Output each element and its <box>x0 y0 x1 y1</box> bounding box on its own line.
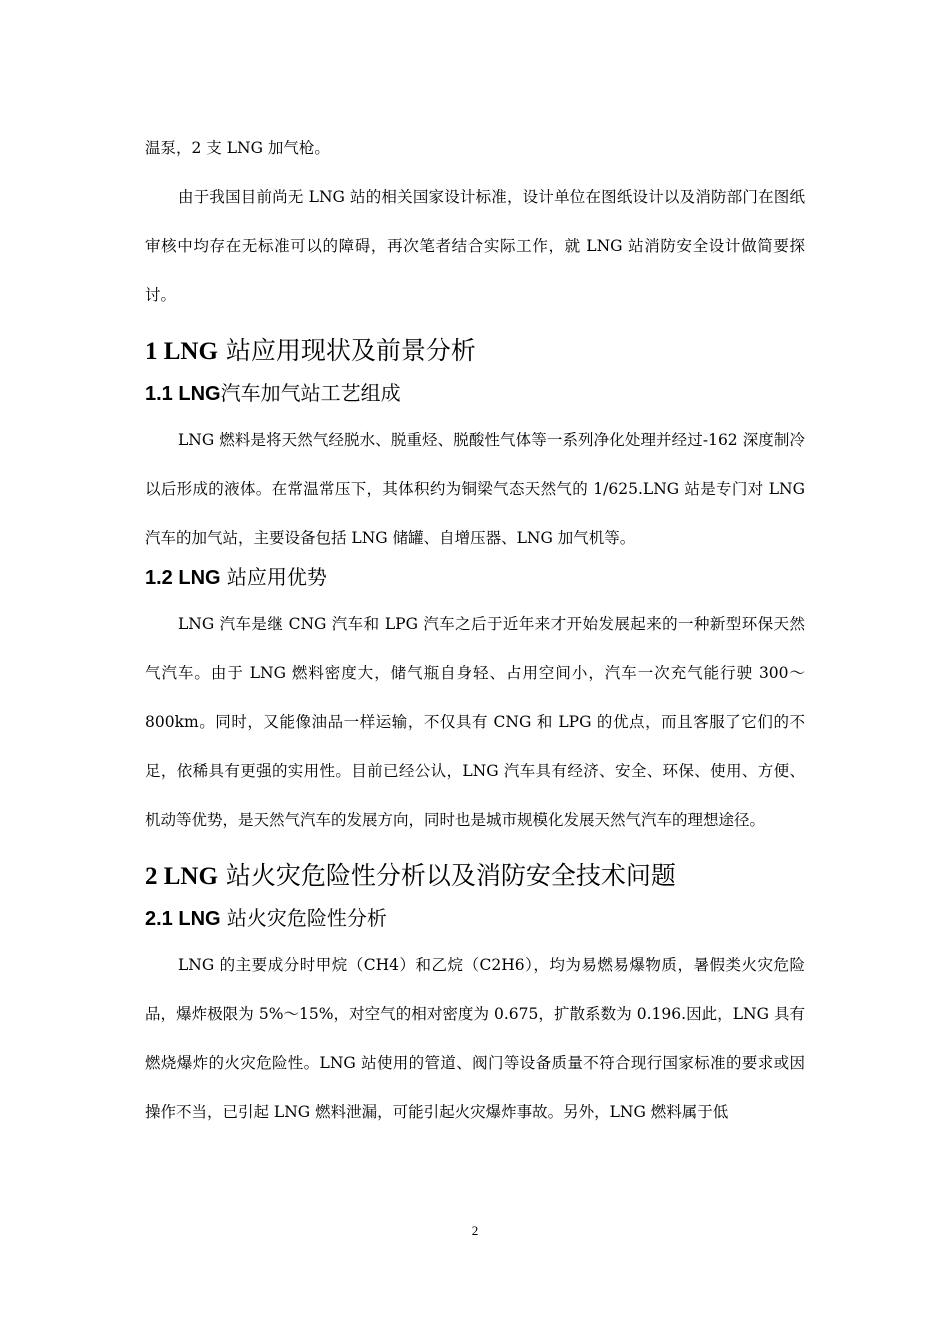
section-1-2-paragraph: LNG 汽车是继 CNG 汽车和 LPG 汽车之后于近年来才开始发展起来的一种新型环保天然气汽车。由于 LNG 燃料密度大，储气瓶自身轻、占用空间小，汽车一次充气能行驶 300～800km。同时，又能像油品一样运输，不仅具有 CNG 和 LPG 的优点，而且客服了它们的不足，依稀具有更强的实用性。目前已经公认，LNG 汽车具有经济、安全、环保、使用、方便、机动等优势，是天然气汽车的发展方向，同时也是城市规模化发展天然气汽车的理想途径。 <box>145 615 805 829</box>
section-2-heading <box>145 861 805 892</box>
section-1-1-heading <box>145 379 805 408</box>
section-2-1-paragraph: LNG 的主要成分时甲烷（CH4）和乙烷（C2H6），均为易燃易爆物质，暑假类火灾危险品，爆炸极限为 5%～15%，对空气的相对密度为 0.675，扩散系数为 0.196.因此，LNG 具有燃烧爆炸的火灾危险性。LNG 站使用的管道、阀门等设备质量不符合现行国家标准的要求或因操作不当，已引起 LNG 燃料泄漏，可能引起火灾爆炸事故。另外，LNG 燃料属于低 <box>145 956 805 1121</box>
section-1-number: 1 LNG <box>145 338 218 365</box>
section-1-1-paragraph: LNG 燃料是将天然气经脱水、脱重烃、脱酸性气体等一系列净化处理并经过-162 深度制冷以后形成的液体。在常温常压下，其体积约为铜梁气态天然气的 1/625.LNG 站是专门对 LNG 汽车的加气站，主要设备包括 LNG 储罐、自增压器、LNG 加气机等。 <box>145 431 805 547</box>
section-2-number: 2 LNG <box>145 863 218 890</box>
document-body <box>145 124 805 1137</box>
section-1-2-heading <box>145 563 805 592</box>
section-2-1-number: 2.1 LNG <box>145 908 221 930</box>
section-2-1-heading <box>145 904 805 933</box>
paragraph-intro: 由于我国目前尚无 LNG 站的相关国家设计标准，设计单位在图纸设计以及消防部门在图纸审核中均存在无标准可以的障碍，再次笔者结合实际工作，就 LNG 站消防安全设计做简要探讨。 <box>145 188 805 304</box>
section-1-heading <box>145 336 805 367</box>
section-2-1-title: 站火灾危险性分析 <box>220 906 387 930</box>
paragraph-continuation: 温泵，2 支 LNG 加气枪。 <box>145 139 330 157</box>
section-1-2-number: 1.2 LNG <box>145 567 221 589</box>
section-1-1-number: 1.1 LNG <box>145 383 221 405</box>
section-1-2-title: 站应用优势 <box>220 565 327 589</box>
section-2-title: 站火灾危险性分析以及消防安全技术问题 <box>217 861 676 890</box>
section-1-title: 站应用现状及前景分析 <box>217 336 476 365</box>
page-number: 2 <box>471 1223 479 1238</box>
section-1-1-title: 汽车加气站工艺组成 <box>220 381 401 405</box>
